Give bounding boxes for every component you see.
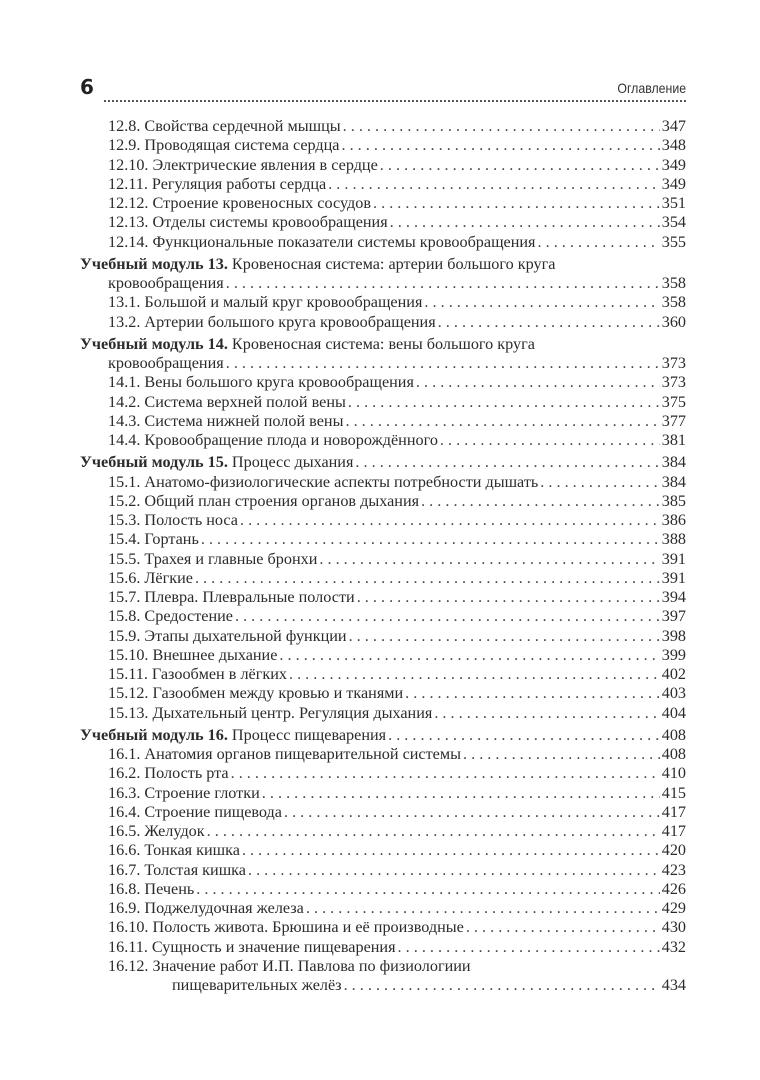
module-label: Учебный модуль 13.	[80, 254, 228, 273]
toc-page-number: 434	[661, 976, 686, 994]
toc-page-number: 423	[661, 860, 686, 879]
dot-leader	[373, 194, 660, 213]
toc-page-number: 399	[661, 645, 686, 664]
toc-entry-continuation[interactable]: пищеварительных желёз . . . 434	[80, 976, 686, 995]
toc-page-number: 429	[661, 899, 686, 917]
dot-leader	[343, 117, 660, 136]
toc-page-number: 373	[661, 354, 686, 372]
toc-entry[interactable]: 15.9. Этапы дыхательной функции . . . 398	[80, 627, 686, 646]
module-title: Процесс пищеварения	[231, 725, 387, 744]
toc-entry[interactable]: 12.9. Проводящая система сердца . . . 348	[80, 136, 686, 155]
toc-module-heading[interactable]	[80, 453, 686, 472]
dot-leader	[262, 784, 660, 803]
toc-entry[interactable]: 16.9. Поджелудочная железа . . . 429	[80, 899, 686, 918]
toc-entry[interactable]: 16.5. Желудок . . . 417	[80, 822, 686, 841]
toc-entry[interactable]: 16.6. Тонкая кишка . . . 420	[80, 841, 686, 860]
toc-entry[interactable]: 15.10. Внешнее дыхание . . . 399	[80, 646, 686, 665]
dot-leader	[289, 665, 660, 684]
dot-leader	[357, 588, 660, 607]
dot-leader	[231, 764, 660, 783]
toc-module-heading[interactable]	[80, 726, 686, 745]
toc-entry[interactable]: 14.3. Система нижней полой вены . . . 377	[80, 412, 686, 431]
toc-entry[interactable]: 16.10. Полость живота. Брюшина и её производные . . . 430	[80, 918, 686, 937]
toc-entry[interactable]: 15.6. Лёгкие . . . 391	[80, 569, 686, 588]
toc-page-number: 347	[661, 117, 686, 135]
toc-entry[interactable]: 15.12. Газообмен между кровью и тканями . . . 403	[80, 684, 686, 703]
toc-entry[interactable]: 12.14. Функциональные показатели системы кровообращения . . . 355	[80, 233, 686, 252]
dot-leader	[226, 274, 660, 293]
module-title: Процесс дыхания	[231, 453, 354, 472]
toc-entry[interactable]: 16.11. Сущность и значение пищеварения . . . 432	[80, 938, 686, 957]
toc-entry[interactable]: 15.5. Трахея и главные бронхи . . . 391	[80, 550, 686, 569]
dot-leader	[349, 627, 660, 646]
toc-entry[interactable]: 15.1. Анатомо-физиологические аспекты потребности дышать . . . 384	[80, 473, 686, 492]
toc-page-number: 384	[661, 453, 686, 472]
toc-entry[interactable]: 15.11. Газообмен в лёгких . . . 402	[80, 665, 686, 684]
dot-leader	[416, 373, 660, 392]
toc-entry[interactable]: 12.10. Электрические явления в сердце . . . 349	[80, 156, 686, 175]
toc-page-number: 398	[661, 626, 686, 645]
module-title: Кровеносная система: вены большого круга	[231, 334, 535, 353]
toc-entry[interactable]: 15.8. Средостение . . . 397	[80, 607, 686, 626]
toc-page-number: 394	[661, 588, 686, 606]
dot-leader	[438, 313, 660, 332]
toc-page-number: 358	[661, 274, 686, 292]
toc-page-number: 375	[661, 392, 686, 411]
toc-page-number: 388	[661, 530, 686, 549]
toc-module-heading[interactable]	[80, 255, 686, 274]
toc-entry[interactable]: 16.1. Анатомия органов пищеварительной системы . . . 408	[80, 745, 686, 764]
toc-entry[interactable]: 16.2. Полость рта . . . 410	[80, 764, 686, 783]
dot-leader	[355, 453, 659, 472]
dot-leader	[405, 684, 660, 703]
toc-module-heading-continuation[interactable]: кровообращения . . . 358	[80, 274, 686, 293]
toc-entry[interactable]: 12.8. Свойства сердечной мышцы . . . 347	[80, 117, 686, 136]
toc-page-number: 360	[661, 312, 686, 331]
dot-leader	[207, 822, 660, 841]
dot-leader	[201, 530, 660, 549]
dot-leader	[235, 607, 660, 626]
dot-leader	[538, 233, 660, 252]
toc-page-number: 415	[661, 783, 686, 802]
toc-entry[interactable]: 16.7. Толстая кишка . . . 423	[80, 861, 686, 880]
toc-entry[interactable]: 16.3. Строение глотки . . . 415	[80, 784, 686, 803]
dot-leader	[328, 175, 660, 194]
dot-leader	[345, 412, 659, 431]
toc-entry[interactable]: 16.4. Строение пищевода . . . 417	[80, 803, 686, 822]
toc-entry[interactable]: 15.4. Гортань . . . 388	[80, 530, 686, 549]
toc-entry[interactable]: 14.1. Вены большого круга кровообращения . . . 373	[80, 373, 686, 392]
dot-leader	[380, 156, 660, 175]
dot-leader	[196, 880, 659, 899]
dot-leader	[306, 899, 660, 918]
dot-leader	[240, 511, 660, 530]
toc-page-number: 397	[661, 607, 686, 626]
toc-page-number: 430	[661, 918, 686, 937]
dot-leader	[440, 431, 660, 450]
toc-page-number: 410	[661, 764, 686, 783]
dot-leader	[540, 473, 659, 492]
toc-entry[interactable]: 16.12. Значение работ И.П. Павлова по физиологиии	[108, 956, 471, 975]
dot-leader	[466, 918, 660, 937]
dot-leader	[341, 136, 659, 155]
toc-page-number: 351	[661, 194, 686, 212]
toc-entry[interactable]: 12.11. Регуляция работы сердца . . . 349	[80, 175, 686, 194]
dot-leader	[279, 646, 659, 665]
dot-leader	[390, 213, 660, 232]
page-header	[80, 72, 686, 102]
toc-page-number: 381	[661, 431, 686, 449]
module-label: Учебный модуль 14.	[80, 334, 228, 353]
dot-leader	[195, 569, 660, 588]
dot-leader	[348, 393, 660, 412]
toc-entry[interactable]: 14.4. Кровообращение плода и новорождённого . . . 381	[80, 431, 686, 450]
toc-page-number: 404	[661, 703, 686, 722]
toc-entry[interactable]: 13.2. Артерии большого круга кровообращения . . . 360	[80, 313, 686, 332]
toc-page-number: 420	[661, 841, 686, 860]
toc-page-number: 386	[661, 511, 686, 529]
toc-page-number: 385	[661, 491, 686, 510]
toc-page-number: 402	[661, 665, 686, 683]
toc-page-number: 408	[661, 725, 686, 744]
dot-leader	[226, 354, 660, 373]
toc-page-number: 358	[661, 293, 686, 312]
toc-page-number: 432	[661, 937, 686, 956]
page-number: 6	[80, 75, 94, 99]
toc-page-number: 348	[661, 136, 686, 155]
toc-page-number: 426	[661, 879, 686, 898]
module-label: Учебный модуль 16.	[80, 725, 228, 744]
toc-page-number: 377	[661, 411, 686, 430]
toc-entry[interactable]: 16.8. Печень . . . 426	[80, 880, 686, 899]
dot-leader	[434, 704, 659, 723]
dot-leader	[284, 803, 660, 822]
toc-page-number: 355	[661, 232, 686, 251]
module-title: Кровеносная система: артерии большого круга	[231, 254, 556, 273]
module-label: Учебный модуль 15.	[80, 453, 228, 472]
dot-leader	[421, 492, 660, 511]
toc-entry[interactable]: 15.13. Дыхательный центр. Регуляция дыхания . . . 404	[80, 704, 686, 723]
toc-entry[interactable]: 13.1. Большой и малый круг кровообращения . . . 358	[80, 293, 686, 312]
toc-module-heading-continuation[interactable]: кровообращения . . . 373	[80, 354, 686, 373]
toc-page-number: 354	[661, 213, 686, 232]
toc-entry[interactable]: 15.2. Общий план строения органов дыхания . . . 385	[80, 492, 686, 511]
dot-leader	[388, 726, 660, 745]
toc-entry[interactable]: 14.2. Система верхней полой вены . . . 375	[80, 393, 686, 412]
running-title: Оглавление	[617, 80, 686, 96]
toc-page-number: 349	[661, 155, 686, 174]
toc-page-number: 391	[661, 568, 686, 587]
dot-leader	[398, 938, 660, 957]
toc-page-number: 403	[661, 684, 686, 703]
toc-entry[interactable]: 12.12. Строение кровеносных сосудов . . . 351	[80, 194, 686, 213]
dot-leader	[424, 293, 659, 312]
toc-entry[interactable]: 12.13. Отделы системы кровообращения . . . 354	[80, 213, 686, 232]
dot-leader	[463, 745, 660, 764]
toc-page-number: 408	[661, 745, 686, 763]
toc-page-number: 417	[661, 822, 686, 840]
toc-page-number: 417	[661, 802, 686, 821]
toc-page-number: 384	[661, 472, 686, 491]
toc-entry[interactable]: 15.3. Полость носа . . . 386	[80, 511, 686, 530]
dot-leader	[319, 550, 659, 569]
toc-page-number: 391	[661, 549, 686, 568]
toc-page-number: 349	[661, 174, 686, 193]
header-dotted-rule	[104, 100, 686, 102]
toc-page-number: 373	[661, 373, 686, 392]
dot-leader	[242, 841, 660, 860]
toc-entry[interactable]: 15.7. Плевра. Плевральные полости . . . 394	[80, 588, 686, 607]
toc-module-heading[interactable]	[80, 335, 686, 354]
table-of-contents	[80, 117, 686, 995]
dot-leader	[344, 976, 660, 995]
dot-leader	[248, 861, 660, 880]
